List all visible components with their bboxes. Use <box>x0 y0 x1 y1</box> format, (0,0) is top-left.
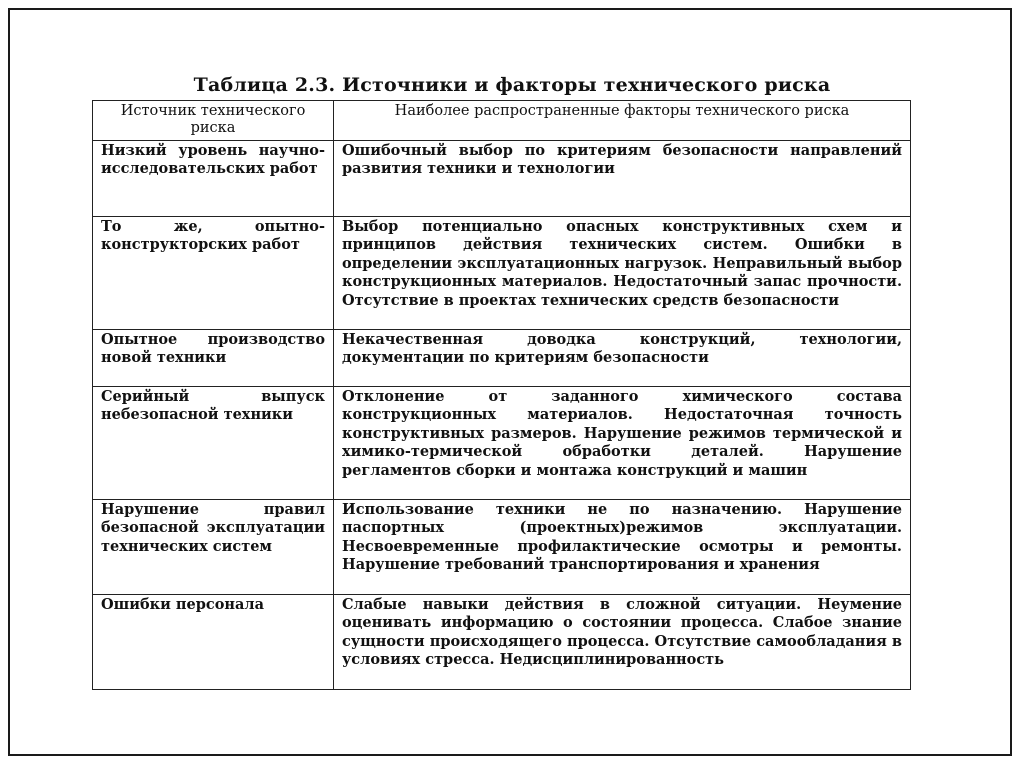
row-factors: Ошибочный выбор по критериям безопасности направлений развития техники и технологии <box>334 141 911 217</box>
table-row <box>93 500 911 595</box>
row-source: Серийный выпуск небезопасной техники <box>93 387 334 500</box>
row-source: Ошибки персонала <box>93 595 334 690</box>
row-source: Низкий уровень научно-исследовательских работ <box>93 141 334 217</box>
row-source: То же, опытно-конструкторских работ <box>93 217 334 330</box>
table-title: Таблица 2.3. Источники и факторы технического риска <box>193 74 831 96</box>
row-source: Опытное производство новой техники <box>93 330 334 387</box>
row-source: Нарушение правил безопасной эксплуатации технических систем <box>93 500 334 595</box>
table-row <box>93 387 911 500</box>
row-factors: Слабые навыки действия в сложной ситуации. Неумение оценивать информацию о состоянии процесса. Слабое знание сущности происходящего процесса. Отсутствие самообладания в условиях стресса. Недисциплинированность <box>334 595 911 690</box>
risk-table <box>92 100 911 690</box>
row-factors: Некачественная доводка конструкций, технологии, документации по критериям безопасности <box>334 330 911 387</box>
header-source: Источник технического риска <box>93 101 334 141</box>
table-row <box>93 141 911 217</box>
table-header-row <box>93 101 911 141</box>
table-row <box>93 217 911 330</box>
table-row <box>93 330 911 387</box>
row-factors: Использование техники не по назначению. Нарушение паспортных (проектных)режимов эксплуатации. Несвоевременные профилактические осмотры и ремонты. Нарушение требований транспортирования и хранения <box>334 500 911 595</box>
header-factors: Наиболее распространенные факторы технического риска <box>334 101 911 141</box>
table-row <box>93 595 911 690</box>
row-factors: Выбор потенциально опасных конструктивных схем и принципов действия технических систем. Ошибки в определении эксплуатационных нагрузок. Неправильный выбор конструкционных материалов. Недостаточный запас прочности. Отсутствие в проектах технических средств безопасности <box>334 217 911 330</box>
row-factors: Отклонение от заданного химического состава конструкционных материалов. Недостаточная точность конструктивных размеров. Нарушение режимов термической и химико-термической обработки деталей. Нарушение регламентов сборки и монтажа конструкций и машин <box>334 387 911 500</box>
